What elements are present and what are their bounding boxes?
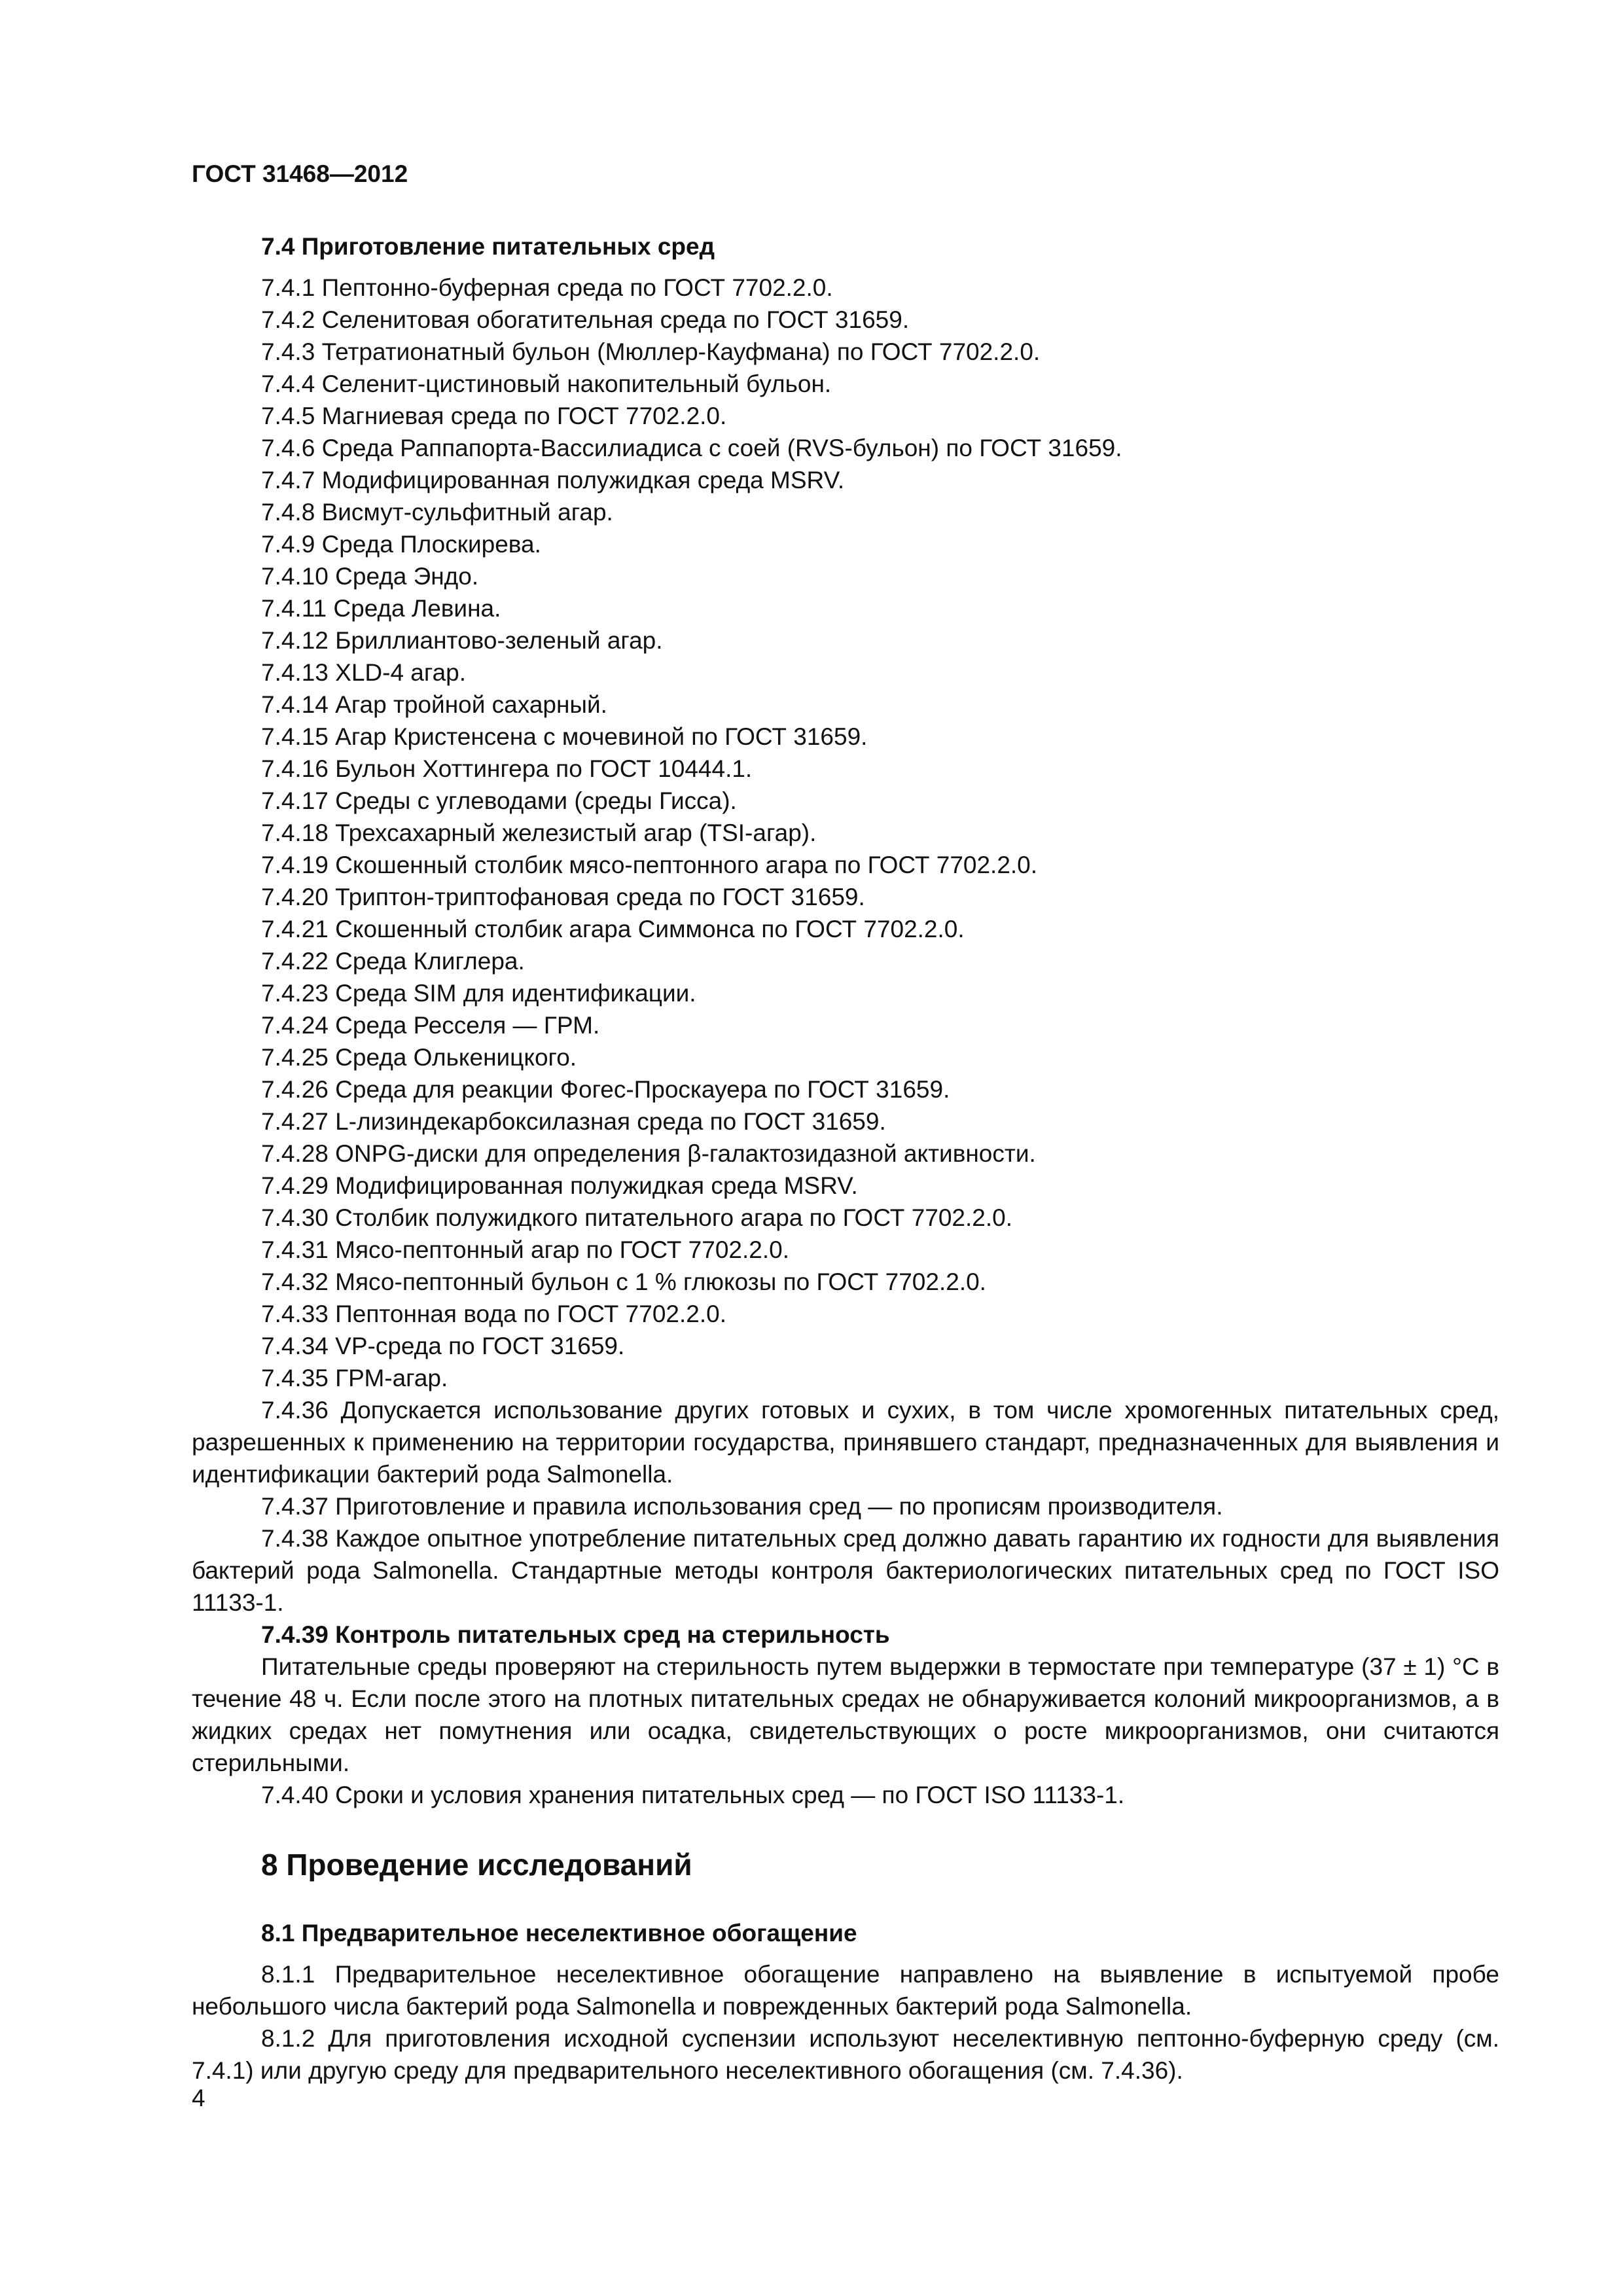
list-item: 7.4.12 Бриллиантово-зеленый агар. <box>261 627 663 654</box>
list-item: 7.4.32 Мясо-пептонный бульон с 1 % глюкозы по ГОСТ 7702.2.0. <box>261 1268 986 1295</box>
document-header: ГОСТ 31468—2012 <box>192 160 408 187</box>
list-item: 7.4.24 Среда Ресселя — ГРМ. <box>261 1012 600 1039</box>
list-item: 7.4.25 Среда Олькеницкого. <box>261 1044 577 1071</box>
list-item: 7.4.21 Скошенный столбик агара Симмонса по ГОСТ 7702.2.0. <box>261 916 965 942</box>
paragraph-7-4-36: 7.4.36 Допускается использование других готовых и сухих, в том числе хромогенных питательных сред, разрешенных к применению на территории государства, принявшего стандарт, предназначенных для выявления и идентификации бактерий рода Salmonella. <box>192 1397 1499 1488</box>
list-item: 7.4.16 Бульон Хоттингера по ГОСТ 10444.1. <box>261 755 753 782</box>
list-item: 7.4.2 Селенитовая обогатительная среда по ГОСТ 31659. <box>261 306 910 333</box>
list-item: 7.4.31 Мясо-пептонный агар по ГОСТ 7702.2.0. <box>261 1236 789 1263</box>
section-7-4-title: 7.4 Приготовление питательных сред <box>261 233 715 260</box>
list-item: 7.4.19 Скошенный столбик мясо-пептонного агара по ГОСТ 7702.2.0. <box>261 852 1038 878</box>
list-item: 7.4.22 Среда Клиглера. <box>261 948 525 975</box>
paragraph-7-4-40: 7.4.40 Сроки и условия хранения питательных сред — по ГОСТ ISO 11133-1. <box>261 1782 1125 1808</box>
list-item: 7.4.20 Триптон-триптофановая среда по ГОСТ 31659. <box>261 884 865 910</box>
list-item: 7.4.1 Пептонно-буферная среда по ГОСТ 7702.2.0. <box>261 274 833 301</box>
list-item: 7.4.33 Пептонная вода по ГОСТ 7702.2.0. <box>261 1300 726 1327</box>
paragraph-7-4-37: 7.4.37 Приготовление и правила использования сред — по прописям производителя. <box>261 1493 1223 1520</box>
list-item: 7.4.6 Среда Раппапорта-Вассилиадиса с соей (RVS-бульон) по ГОСТ 31659. <box>261 435 1122 461</box>
list-item: 7.4.26 Среда для реакции Фогес-Проскауера по ГОСТ 31659. <box>261 1076 950 1103</box>
list-item: 7.4.14 Агар тройной сахарный. <box>261 691 607 718</box>
list-item: 7.4.17 Среды с углеводами (среды Гисса). <box>261 787 737 814</box>
paragraph-7-4-39-text: Питательные среды проверяют на стерильность путем выдержки в термостате при температуре (37 ± 1) °С в течение 48 ч. Если после этого на плотных питательных средах не обнаруживается колоний микроорганизмов, а в жидких средах нет помутнения или осадка, свидетельствующих о росте микроорганизмов, они считаются стерильными. <box>192 1653 1499 1776</box>
list-item: 7.4.35 ГРМ-агар. <box>261 1365 448 1391</box>
list-item: 7.4.3 Тетратионатный бульон (Мюллер-Кауфмана) по ГОСТ 7702.2.0. <box>261 338 1041 365</box>
list-item: 7.4.23 Среда SIM для идентификации. <box>261 980 696 1007</box>
section-8-title: 8 Проведение исследований <box>261 1848 692 1882</box>
list-item: 7.4.7 Модифицированная полужидкая среда MSRV. <box>261 467 845 493</box>
list-item: 7.4.34 VP-среда по ГОСТ 31659. <box>261 1333 625 1359</box>
paragraph-7-4-38: 7.4.38 Каждое опытное употребление питательных сред должно давать гарантию их годности для выявления бактерий рода Salmonella. Стандартные методы контроля бактериологических питательных сред по ГОСТ ISO 11133-1. <box>192 1525 1499 1616</box>
list-item: 7.4.13 XLD-4 агар. <box>261 659 467 686</box>
list-item: 7.4.10 Среда Эндо. <box>261 563 479 590</box>
list-item: 7.4.30 Столбик полужидкого питательного агара по ГОСТ 7702.2.0. <box>261 1204 1012 1231</box>
paragraph-8-1-1: 8.1.1 Предварительное неселективное обогащение направлено на выявление в испытуемой пробе небольшого числа бактерий рода Salmonella и поврежденных бактерий рода Salmonella. <box>192 1961 1499 2020</box>
list-item: 7.4.11 Среда Левина. <box>261 595 501 622</box>
list-item: 7.4.15 Агар Кристенсена с мочевиной по ГОСТ 31659. <box>261 723 868 750</box>
list-item: 7.4.28 ONPG-диски для определения β-галактозидазной активности. <box>261 1140 1036 1167</box>
list-item: 7.4.29 Модифицированная полужидкая среда MSRV. <box>261 1172 858 1199</box>
list-item: 7.4.5 Магниевая среда по ГОСТ 7702.2.0. <box>261 403 727 429</box>
section-8-1-title: 8.1 Предварительное неселективное обогащение <box>261 1920 857 1946</box>
paragraph-8-1-2: 8.1.2 Для приготовления исходной суспензии используют неселективную пептонно-буферную среду (см. 7.4.1) или другую среду для предварительного неселективного обогащения (см. 7.4.36). <box>192 2025 1499 2084</box>
list-item: 7.4.27 L-лизиндекарбоксилазная среда по ГОСТ 31659. <box>261 1108 886 1135</box>
media-list <box>192 272 1499 1394</box>
document-body <box>192 230 1499 2087</box>
paragraph-7-4-39-title: 7.4.39 Контроль питательных сред на стерильность <box>261 1621 890 1648</box>
list-item: 7.4.4 Селенит-цистиновый накопительный бульон. <box>261 370 832 397</box>
list-item: 7.4.9 Среда Плоскирева. <box>261 531 541 558</box>
page-number: 4 <box>192 2085 205 2111</box>
list-item: 7.4.8 Висмут-сульфитный агар. <box>261 499 613 526</box>
list-item: 7.4.18 Трехсахарный железистый агар (TSI-агар). <box>261 819 817 846</box>
